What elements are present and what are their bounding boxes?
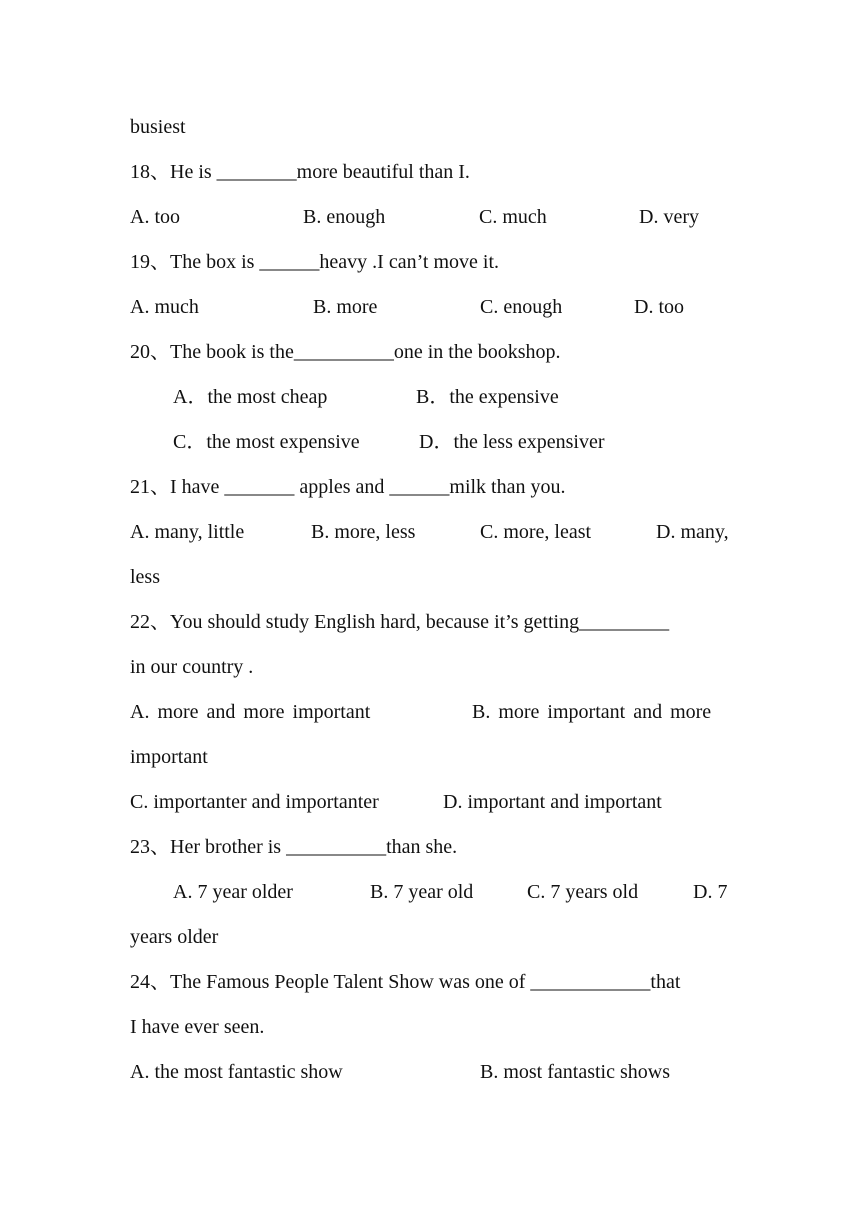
q23-option-c: C. 7 years old xyxy=(527,881,639,903)
question-19: 19、The box is ______heavy .I can’t move it. xyxy=(130,251,500,273)
q19-option-a: A. much xyxy=(130,296,199,318)
q23-option-b: B. 7 year old xyxy=(370,881,474,903)
q22-option-b: B. more important and more xyxy=(472,701,712,723)
q21-option-d-continued: less xyxy=(130,566,160,588)
q18-option-a: A. too xyxy=(130,206,180,228)
q21-option-c: C. more, least xyxy=(480,521,592,543)
q23-option-d-continued: years older xyxy=(130,926,219,948)
q24-option-a: A. the most fantastic show xyxy=(130,1061,343,1083)
question-24-line-2: I have ever seen. xyxy=(130,1016,265,1038)
q21-option-d: D. many, xyxy=(656,521,729,543)
question-23: 23、Her brother is __________than she. xyxy=(130,836,458,858)
question-20: 20、The book is the__________one in the bookshop. xyxy=(130,341,561,363)
q22-option-c: C. importanter and importanter xyxy=(130,791,379,813)
q22-option-d: D. important and important xyxy=(443,791,662,813)
q18-option-d: D. very xyxy=(639,206,699,228)
q22-option-b-continued: important xyxy=(130,746,208,768)
q19-option-c: C. enough xyxy=(480,296,563,318)
question-22-line-2: in our country . xyxy=(130,656,254,678)
answer-fragment: busiest xyxy=(130,116,186,138)
question-24-line-1: 24、The Famous People Talent Show was one of ____________that xyxy=(130,971,681,993)
q21-option-b: B. more, less xyxy=(311,521,416,543)
q24-option-b: B. most fantastic shows xyxy=(480,1061,670,1083)
q23-option-a: A. 7 year older xyxy=(173,881,293,903)
question-22-line-1: 22、You should study English hard, because it’s getting_________ xyxy=(130,611,670,633)
q19-option-b: B. more xyxy=(313,296,378,318)
q20-option-b: B．the expensive xyxy=(416,386,559,408)
q20-option-c: C．the most expensive xyxy=(173,431,360,453)
q20-option-d: D．the less expensiver xyxy=(419,431,605,453)
q21-option-a: A. many, little xyxy=(130,521,245,543)
q22-option-a: A. more and more important xyxy=(130,701,371,723)
q20-option-a: A．the most cheap xyxy=(173,386,328,408)
q18-option-c: C. much xyxy=(479,206,547,228)
q18-option-b: B. enough xyxy=(303,206,386,228)
question-18: 18、He is ________more beautiful than I. xyxy=(130,161,470,183)
q23-option-d: D. 7 xyxy=(693,881,728,903)
question-21: 21、I have _______ apples and ______milk than you. xyxy=(130,476,566,498)
q19-option-d: D. too xyxy=(634,296,684,318)
